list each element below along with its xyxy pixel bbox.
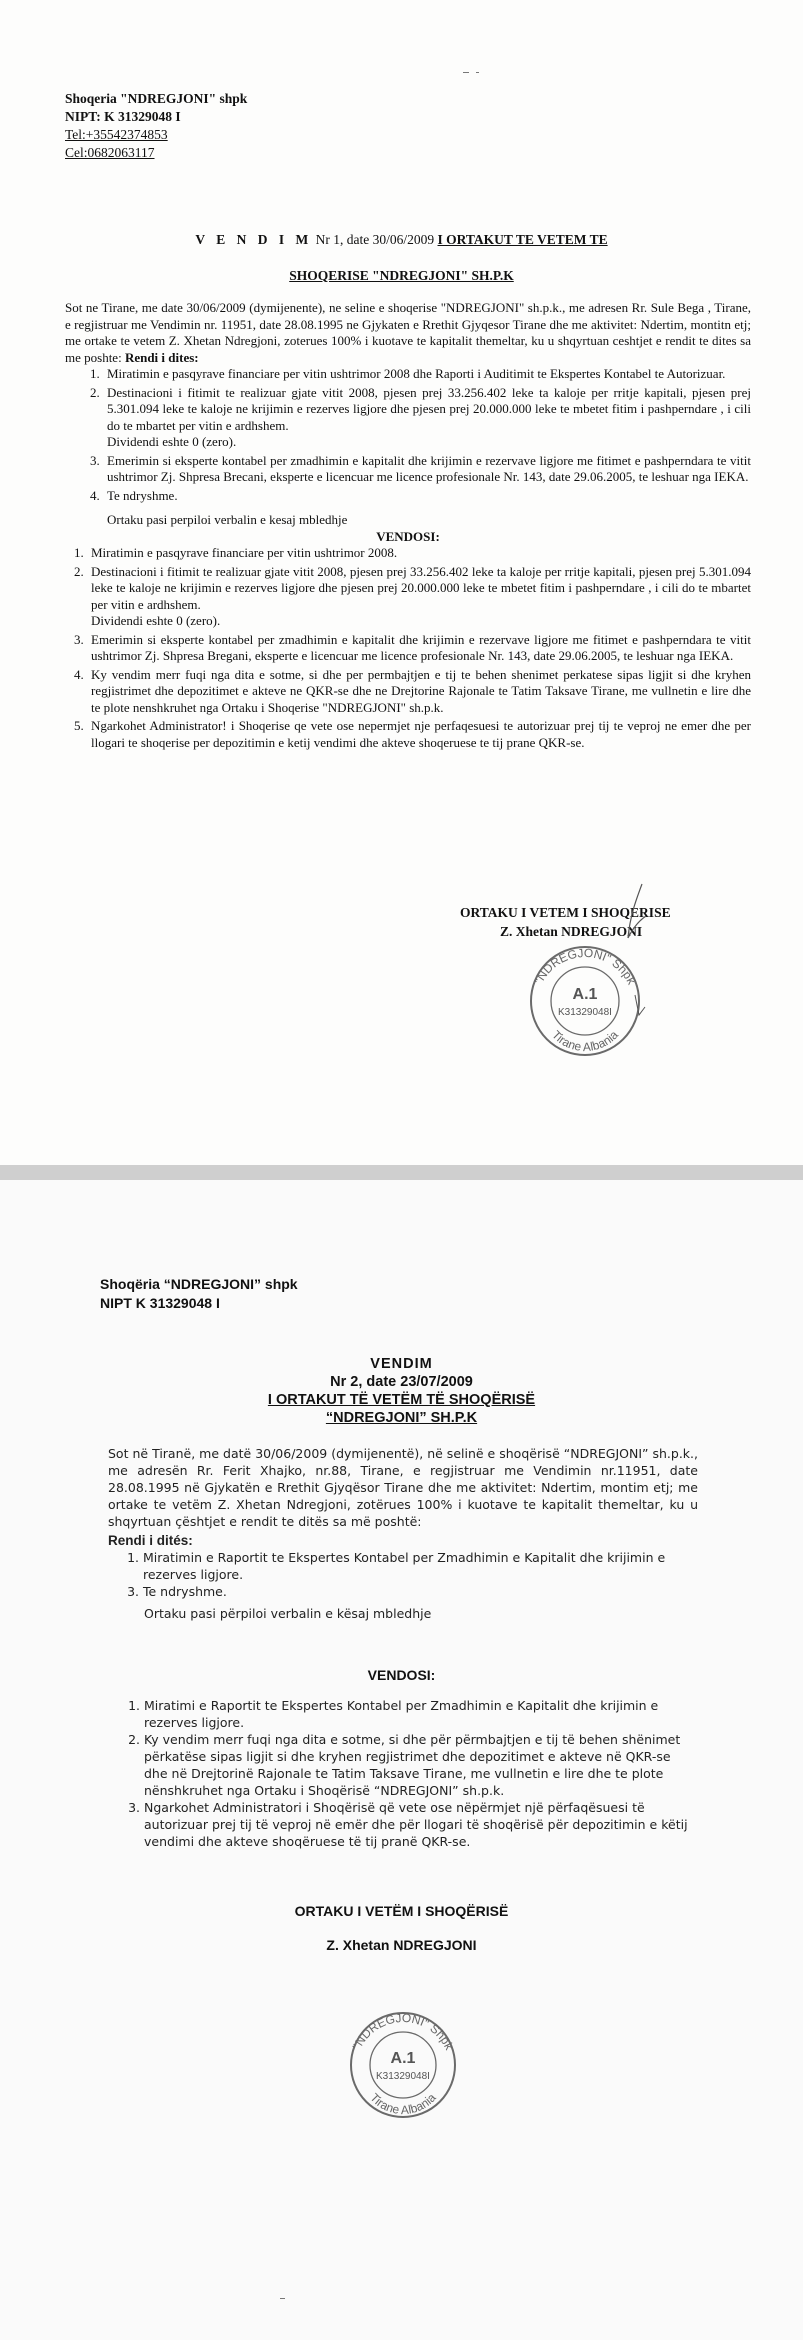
company-stamp-icon xyxy=(515,935,655,1057)
vendim-heading: VENDIM xyxy=(370,1356,433,1372)
decision-body xyxy=(65,300,751,753)
agenda-item: 1. Miratimin e Raportit te Ekspertes Kontabel per Zmadhimin e Kapitalit dhe krijimin e rezerves ligjore. xyxy=(143,1549,698,1583)
dividend-note: Dividendi eshte 0 (zero). xyxy=(91,613,221,628)
mobile-number: Cel:0682063117 xyxy=(65,145,155,160)
agenda-item: 1. Miratimin e pasqyrave financiare per vitin ushtrimor 2008 dhe Raporti i Auditimit te Ekspertes Kontabel te Autorizuar. xyxy=(103,366,751,383)
decision-list xyxy=(108,1697,698,1850)
intro-paragraph: Sot ne Tirane, me date 30/06/2009 (dymijenente), ne seline e shoqerise "NDREGJONI" sh.p.k., me adresen Rr. Sule Bega , Tirane, e regjistruar me Vendimin nr. 11951, date 28.08.1995 ne Gjykaten e Rrethit Gjyqesor Tirane dhe me aktivitet: Ndertim, montitn etj; me ortake te vetem Z. Xhetan Ndregjoni, zoterues 100% i kuotave te kapitalit themeltar, ku u shqyrtuan ceshtjet e rendit te dites sa me poshte: Rendi i dites: xyxy=(65,300,751,365)
agenda-list xyxy=(65,366,751,504)
decision-item: 5. Ngarkohet Administrator! i Shoqerise qe vete ose nepermjet nje perfaqesuesi te autorizuar prej tij te veproj ne emer dhe per llogari te shoqerise per depozitimin e ketij vendimi dhe akteve shoqeruese te tij prane QKR-se. xyxy=(87,718,751,751)
company-header xyxy=(100,1275,298,1313)
scan-speck xyxy=(280,2298,285,2299)
agenda-label: Rendi i dites: xyxy=(124,349,199,365)
decision-item: 1. Miratimi e Raportit te Ekspertes Kontabel per Zmadhimin e Kapitalit dhe krijimin e rezerves ligjore. xyxy=(144,1697,698,1731)
intro-paragraph: Sot në Tiranë, me datë 30/06/2009 (dymijenentë), në selinë e shoqërisë “NDREGJONI” sh.p.k., me adresën Rr. Ferit Xhajko, nr.88, Tirane, e regjistruar me Vendimin nr.11951, date 28.08.1995 në Gjykatën e Rrethit Gjyqësor Tirane dhe me aktivitet: Ndertim, montim etj; me ortake te vetëm Z. Xhetan Ndregjoni, zotërues 100% i kuotave te kapitalit themeltar, ku u shqyrtuan çështjet e rendit te ditës sa më poshtë: xyxy=(108,1446,698,1529)
decision-item: 2. Destinacioni i fitimit te realizuar gjate vitit 2008, pjesen prej 33.256.402 leke ta kaloje per rritje kapitali, pjesen prej 5.301.094 leke te kaloje ne krijimin e rezerves ligjore dhe pjesen prej 20.000.000 leke te mbetet fitim i pashperndare , i cili do te mbartet per vitin e ardhshem. Dividendi eshte 0 (zero). xyxy=(87,564,751,630)
stamp-bottom-text: Tirane Albania xyxy=(549,1027,621,1055)
stamp-center-text: A.1 xyxy=(572,986,598,1003)
decision-item: 3. Emerimin si eksperte kontabel per zmadhimin e kapitalit dhe krijimin e rezervave ligjore me fitimet e pashperndara te vitit ushtrimor Zj. Shpresa Bregani, eksperte e licencuar me licence profesionale Nr. 143, date 29.06.2005, te leshuar nga IEKA. xyxy=(87,632,751,665)
stamp-bottom-text: Tirane Albania xyxy=(367,2090,439,2118)
stamp-code-text: K31329048I xyxy=(376,2071,430,2082)
stamp-center-text: A.1 xyxy=(390,2050,416,2067)
company-name: Shoqëria “NDREGJONI” shpk xyxy=(100,1276,298,1292)
decision-item: 2. Ky vendim merr fuqi nga dita e sotme, si dhe për përmbajtjen e tij të behen shënimet përkatëse sipas ligjit si dhe kryhen regjistrimet dhe depozitimet e akteve në QKR-se dhe në Drejtorinë Rajonale te Tatim Taksave Tirane, me vullnetin e lire dhe te plote nënshkruhet nga Ortaku i Shoqërisë “NDREGJONI” sh.p.k. xyxy=(144,1731,698,1799)
decision-item: 4. Ky vendim merr fuqi nga dita e sotme, si dhe per permbajtjen e tij te behen shenimet perkatese sipas ligjit si dhe kryhen regjistrimet dhe depozitimet e akteve ne QKR-se dhe ne Drejtorine Rajonale te Tatim Taksave Tirane, me vullnetin e lire dhe te plote nenshkruhet nga Ortaku i Shoqerise "NDREGJONI" sh.p.k. xyxy=(87,667,751,717)
signature-name: Z. Xhetan NDREGJONI xyxy=(326,1937,477,1953)
ortaku-line: Ortaku pasi perpiloi verbalin e kesaj mbledhje xyxy=(107,512,348,527)
decision-number-date: Nr 1, date 30/06/2009 xyxy=(312,232,438,247)
decision-number-date: Nr 2, date 23/07/2009 xyxy=(330,1374,473,1390)
agenda-section xyxy=(108,1532,698,1600)
agenda-label: Rendi i dités: xyxy=(108,1533,193,1548)
document-page-1 xyxy=(0,0,803,1165)
scan-speck xyxy=(463,72,469,73)
signature-title: ORTAKU I VETËM I SHOQËRISË xyxy=(294,1903,509,1919)
company-header xyxy=(65,90,247,162)
vendosi-heading: VENDOSI: xyxy=(376,528,440,544)
decision-item: 3. Ngarkohet Administratori i Shoqërisë që vete ose nëpërmjet një përfaqësuesi të autorizuar prej tij të veproj në emër dhe për llogari të shoqërisë për depozitimin e këtij vendimi dhe akteve shoqëruese të tij pranë QKR-se. xyxy=(144,1799,698,1850)
decision-title xyxy=(0,1355,803,1427)
stamp-top-text: "NDREGJONI" Shpk xyxy=(349,2010,457,2053)
agenda-item: 3. Te ndryshme. xyxy=(143,1583,698,1600)
agenda-item: 3. Emerimin si eksperte kontabel per zmadhimin e kapitalit dhe krijimin e rezervave ligjore me fitimet e pashperndara te vitit ushtrimor Zj. Shpresa Brecani, eksperte e licencuar me licence profesionale Nr. 143, date 29.06.2005, te leshuar nga IEKA. xyxy=(103,453,751,486)
decision-owner-line: I ORTAKUT TE VETEM TE xyxy=(437,232,608,247)
agenda-item: 2. Destinacioni i fitimit te realizuar gjate vitit 2008, pjesen prej 33.256.402 leke ta kaloje per rritje kapitali, pjesen prej 5.301.094 leke te kaloje ne krijimin e rezerves ligjore dhe pjesen prej 20.000.000 leke te mbetet fitim i pashperndare , i cili do te mbartet per vitin e ardhshem. Dividendi eshte 0 (zero). xyxy=(103,385,751,451)
decision-company-line: SHOQERISE "NDREGJONI" SH.P.K xyxy=(289,268,514,283)
decision-list xyxy=(65,545,751,751)
phone-number: Tel:+35542374853 xyxy=(65,127,168,142)
vendim-heading: V E N D I M xyxy=(195,232,313,247)
decision-section xyxy=(108,1697,698,1850)
agenda-list xyxy=(108,1549,698,1600)
agenda-item: 4. Te ndryshme. xyxy=(103,488,751,505)
decision-item: 1. Miratimin e pasqyrave financiare per vitin ushtrimor 2008. xyxy=(87,545,751,562)
nipt-number: NIPT K 31329048 I xyxy=(100,1295,220,1311)
document-page-2 xyxy=(0,1180,803,2340)
company-name: Shoqeria "NDREGJONI" shpk xyxy=(65,91,248,106)
decision-company-line: “NDREGJONI” SH.P.K xyxy=(325,1410,478,1426)
vendosi-heading: VENDOSI: xyxy=(367,1667,436,1683)
nipt-number: NIPT: K 31329048 I xyxy=(65,109,181,124)
stamp-code-text: K31329048I xyxy=(558,1007,612,1018)
ortaku-line: Ortaku pasi përpiloi verbalin e kësaj mbledhje xyxy=(144,1606,432,1621)
decision-title xyxy=(0,232,803,248)
company-stamp-icon xyxy=(338,2005,468,2123)
signature-name: Z. Xhetan NDREGJONI xyxy=(500,924,643,939)
svg-text:Tirane Albania xyxy=(549,1028,621,1055)
svg-text:Tirane Albania xyxy=(367,2090,439,2117)
scan-speck xyxy=(476,72,479,73)
dividend-note: Dividendi eshte 0 (zero). xyxy=(107,434,237,449)
decision-owner-line: I ORTAKUT TË VETËM TË SHOQËRISË xyxy=(267,1392,536,1408)
stamp-top-text: "NDREGJONI" Shpk xyxy=(531,945,639,987)
signature-title: ORTAKU I VETEM I SHOQERISE xyxy=(460,905,671,920)
